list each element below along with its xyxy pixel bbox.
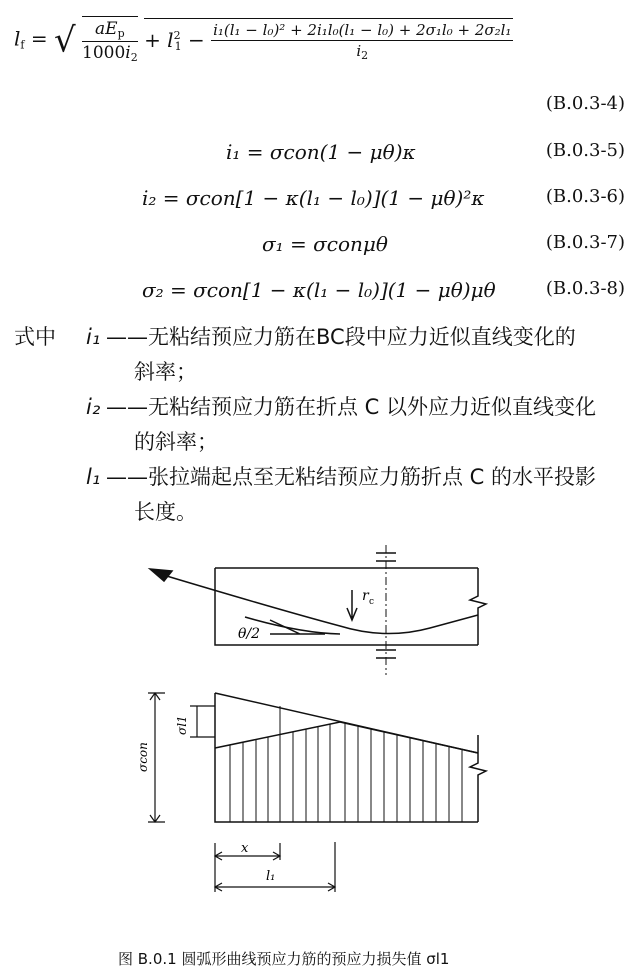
formula-b038: σ₂ = σcon[1 − κ(l₁ − l₀)](1 − μθ)μθ: [142, 278, 496, 302]
definitions-intro: 式中: [14, 325, 56, 349]
x-label: x: [241, 841, 249, 856]
radicand-rest: + $l^2_1$ − $\frac{\text{i₁(l₁ − l₀)² + 2i₁l₀(l₁ − l₀) + 2σ₁l₀ + 2σ₂l₁}}{i_2}$: [144, 18, 513, 62]
frac2-denominator: i: [356, 42, 362, 60]
l1-label: l₁: [266, 869, 276, 884]
frac2-numerator: i₁(l₁ − l₀)² + 2i₁l₀(l₁ − l₀) + 2σ₁l₀ + 2σ₂l₁: [213, 21, 512, 39]
plus-l1-squared: + l: [144, 28, 174, 52]
stress-break-mark: [470, 735, 486, 822]
sqrt-sign: √: [53, 20, 76, 61]
rc-arrow: [347, 590, 357, 620]
frac2-denominator-sub: 2: [361, 49, 369, 62]
tendon-loss-figure: [0, 535, 641, 935]
stress-loss-line: [215, 722, 478, 753]
formula-number-b037: (B.0.3-7): [545, 232, 625, 253]
beam-break-mark: [470, 568, 486, 645]
formula-number-b036: (B.0.3-6): [545, 186, 625, 207]
frac1-denominator-sub: 2: [130, 51, 138, 64]
definition-symbol-i2: i₂: [86, 395, 101, 419]
stress-outline: [215, 693, 478, 822]
formula-b034: [14, 16, 513, 64]
rc-label: r: [362, 588, 369, 604]
definition-text-i1-line2: 斜率；: [134, 360, 197, 384]
formula-b036: i₂ = σcon[1 − κ(l₁ − l₀)](1 − μθ)²κ: [142, 186, 485, 210]
tendon-arrowhead: [150, 569, 172, 581]
sigma-con-dim: [148, 693, 165, 822]
formula-b035: i₁ = σcon(1 − μθ)κ: [226, 140, 416, 164]
sigma-con-label: σcon: [136, 742, 150, 772]
definition-text-l1-line1: ——张拉端起点至无粘结预应力筋折点 C 的水平投影: [106, 465, 597, 489]
formula-b037: σ₁ = σconμθ: [262, 232, 388, 256]
fraction-large: [211, 21, 513, 62]
frac1-numerator: aE: [95, 19, 118, 39]
sigma-l1-dim: [190, 706, 215, 737]
sigma-l1-label: σl1: [175, 715, 189, 735]
definition-text-l1-line2: 长度。: [134, 500, 197, 524]
figure-caption: 图 B.0.1 圆弧形曲线预应力筋的预应力损失值 σl1: [118, 950, 450, 968]
definition-text-i2-line2: 的斜率；: [134, 430, 218, 454]
formula-number-b035: (B.0.3-5): [545, 140, 625, 161]
definition-symbol-l1: l₁: [86, 465, 101, 489]
rc-sub-label: c: [369, 597, 375, 607]
frac1-numerator-sub: p: [117, 27, 125, 40]
l1-dim: [215, 842, 335, 892]
formula-b034-lhs-sub: f: [20, 38, 25, 52]
formula-b034-lhs: l: [14, 26, 21, 51]
frac1-denominator-var: i: [125, 43, 131, 63]
definition-text-i1-line1: ——无粘结预应力筋在BC段中应力近似直线变化的: [106, 325, 576, 349]
formula-number-b034: (B.0.3-4): [545, 93, 625, 114]
definition-symbol-i1: i₁: [86, 325, 101, 349]
definition-text-i2-line1: ——无粘结预应力筋在折点 C 以外应力近似直线变化: [106, 395, 597, 419]
equals-sign: =: [30, 26, 54, 51]
formula-number-b038: (B.0.3-8): [545, 278, 625, 299]
tendon-curve: [160, 574, 478, 634]
theta-label: θ/2: [238, 626, 261, 642]
frac1-denominator: 1000: [82, 43, 126, 63]
fraction-ae-over-1000i2: [82, 16, 138, 64]
